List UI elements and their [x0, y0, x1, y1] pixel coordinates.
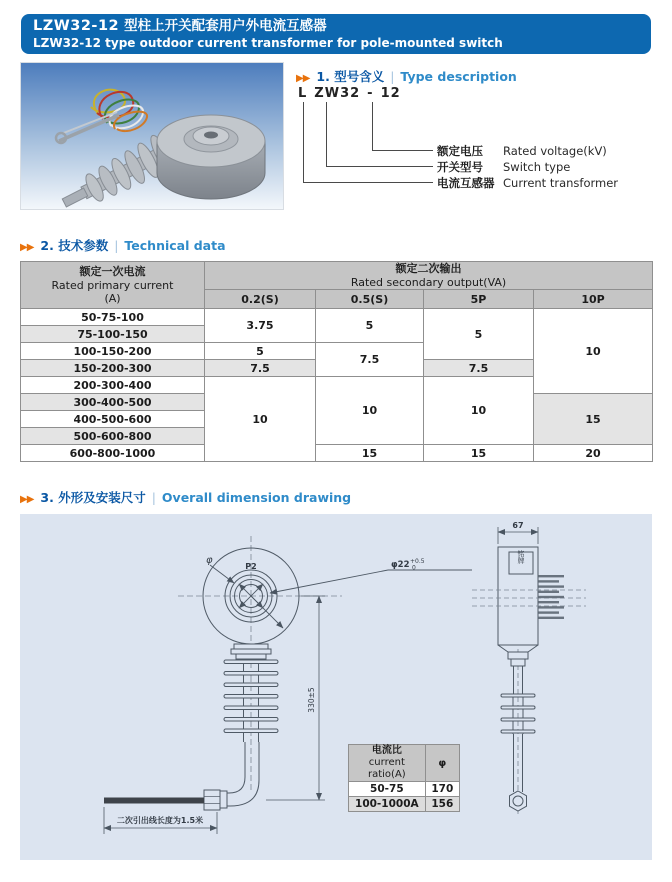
section-arrow-icon: ▶▶ — [20, 494, 34, 505]
primary-header-zh: 额定一次电流 — [79, 265, 146, 278]
output-value-cell: 15 — [424, 445, 534, 462]
primary-current-cell: 100-150-200 — [21, 343, 205, 360]
title-zh-text: 型柱上开关配套用户外电流互感器 — [124, 18, 327, 34]
output-value-cell: 7.5 — [424, 360, 534, 377]
output-value-cell: 7.5 — [205, 360, 316, 377]
hole-diameter-label: φ22 — [391, 560, 410, 570]
output-value-cell: 15 — [534, 394, 653, 445]
table-row — [21, 445, 653, 462]
section1-title-en: Type description — [400, 69, 517, 84]
output-value-cell: 10 — [534, 309, 653, 394]
primary-current-cell: 400-500-600 — [21, 411, 205, 428]
secondary-header-zh: 额定二次输出 — [395, 262, 462, 275]
model-part-dash: - — [367, 86, 374, 101]
dimension-drawing — [20, 514, 652, 860]
model-label-voltage-en: Rated voltage(kV) — [503, 144, 607, 158]
current-ratio-table — [348, 744, 460, 812]
output-value-cell: 3.75 — [205, 309, 316, 343]
output-value-cell: 10 — [316, 377, 424, 445]
ratio-dia-cell: 170 — [425, 782, 459, 797]
model-label-voltage-zh: 额定电压 — [437, 144, 483, 158]
subheader-02s: 0.2(S) — [205, 290, 316, 309]
ratio-phi-header-cell: φ — [425, 745, 459, 782]
ratio-header-row — [349, 745, 460, 782]
primary-header-en: Rated primary current — [51, 279, 174, 292]
dimension-drawing-panel — [20, 514, 652, 860]
tolerance-lower-label: 0 — [412, 564, 416, 572]
section3-heading — [20, 488, 351, 506]
output-value-cell: 5 — [316, 309, 424, 343]
primary-current-cell: 150-200-300 — [21, 360, 205, 377]
section3-title-zh: 3. 外形及安装尺寸 — [40, 490, 146, 505]
section1-heading — [296, 67, 517, 85]
section2-title-en: Technical data — [124, 238, 226, 253]
model-label-switch — [437, 160, 570, 174]
phi-dim-label: φ — [206, 555, 213, 566]
model-label-ct-en: Current transformer — [503, 176, 619, 190]
model-part-zw: ZW32 — [314, 86, 361, 101]
output-value-cell: 7.5 — [316, 343, 424, 377]
ratio-range-cell: 100-1000A — [349, 797, 426, 812]
primary-current-cell: 600-800-1000 — [21, 445, 205, 462]
model-label-switch-zh: 开关型号 — [437, 160, 483, 174]
section3-separator: | — [151, 490, 156, 505]
primary-current-cell: 300-400-500 — [21, 394, 205, 411]
product-photo-art — [21, 63, 283, 209]
technical-data-table — [20, 261, 653, 462]
ratio-range-cell: 50-75 — [349, 782, 426, 797]
width-dim-label: 67 — [512, 521, 524, 530]
subheader-5p: 5P — [424, 290, 534, 309]
transformer-body — [157, 115, 265, 199]
ratio-header-cell — [349, 745, 426, 782]
tolerance-upper-label: +0.5 — [410, 558, 425, 565]
lead-length-note: 二次引出线长度为1.5米 — [116, 816, 204, 825]
model-connector-line — [372, 102, 433, 151]
product-photo — [20, 62, 284, 210]
subheader-05s: 0.5(S) — [316, 290, 424, 309]
table-row — [21, 309, 653, 326]
page-title-bar — [21, 14, 651, 54]
ratio-row — [349, 782, 460, 797]
model-part-voltage: 12 — [380, 86, 401, 101]
output-value-cell: 15 — [316, 445, 424, 462]
model-label-ct-zh: 电流互感器 — [437, 176, 495, 190]
section2-heading — [20, 236, 226, 254]
terminal-p2-label: P2 — [245, 562, 257, 571]
ratio-dia-cell: 156 — [425, 797, 459, 812]
output-value-cell: 20 — [534, 445, 653, 462]
page-title-en: LZW32-12 type outdoor current transformer for pole-mounted switch — [33, 36, 503, 50]
side-view — [472, 527, 586, 814]
output-value-cell: 10 — [424, 377, 534, 445]
section2-title-zh: 2. 技术参数 — [40, 238, 109, 253]
primary-current-cell: 500-600-800 — [21, 428, 205, 445]
primary-current-cell: 200-300-400 — [21, 377, 205, 394]
section3-title-en: Overall dimension drawing — [161, 490, 352, 505]
section1-separator: | — [390, 69, 395, 84]
section-arrow-icon: ▶▶ — [20, 242, 34, 253]
primary-current-cell: 50-75-100 — [21, 309, 205, 326]
model-number: LZW32-12 — [33, 18, 120, 34]
page-title-zh — [33, 18, 639, 35]
primary-current-header — [21, 262, 205, 309]
ratio-row — [349, 797, 460, 812]
section2-separator: | — [114, 238, 119, 253]
ratio-header-zh: 电流比 — [371, 745, 402, 756]
model-label-switch-en: Switch type — [503, 160, 571, 174]
table-header-row — [21, 262, 653, 290]
ratio-header-en: current ratio(A) — [367, 757, 406, 780]
nameplate-label: 铭牌 — [517, 550, 525, 564]
output-value-cell: 10 — [205, 377, 316, 462]
subheader-10p: 10P — [534, 290, 653, 309]
model-code — [298, 86, 408, 101]
model-label-ct — [437, 176, 618, 190]
output-value-cell: 5 — [424, 309, 534, 360]
output-value-cell: 5 — [205, 343, 316, 360]
section1-title-zh: 1. 型号含义 — [316, 69, 385, 84]
model-part-l: L — [298, 86, 308, 101]
primary-header-unit: (A) — [104, 292, 121, 305]
height-dim-label: 330±5 — [307, 687, 316, 713]
secondary-header-en: Rated secondary output(VA) — [350, 276, 507, 289]
secondary-output-header — [205, 262, 653, 290]
section-arrow-icon: ▶▶ — [296, 73, 310, 84]
model-label-voltage — [437, 144, 607, 158]
primary-current-cell: 75-100-150 — [21, 326, 205, 343]
